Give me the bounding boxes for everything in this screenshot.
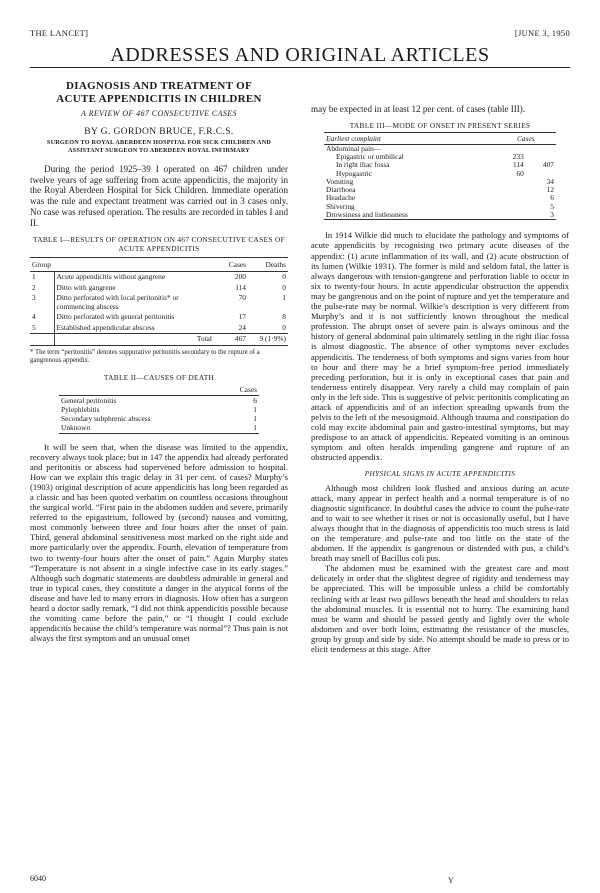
table2-caption: TABLE II—CAUSES OF DEATH [103, 372, 215, 382]
table1-cases: 114 [235, 282, 246, 292]
table-row [30, 323, 288, 334]
table1 [30, 257, 288, 346]
table3-caption: TABLE III—MODE OF ONSET IN PRESENT SERIES [349, 120, 531, 130]
table1-cases: 70 [238, 293, 246, 303]
table3-count: 407 [542, 160, 554, 170]
table3-count [526, 144, 556, 153]
left-paragraph-2: It will be seen that, when the disease was limited to the appendix, recovery always took place; but in 147 the appendix had already perforated and peritonitis or abscess had supervened before admission to hospital. How can we explain this tragic delay in 31 per cent. of cases? Murphy’s (1903) original description of acute appendicitis has long been regarded as a classic and has been quoted verbatim on countless occasions throughout the surgical world. “First pain in the abdomen sudden and severe, primarily referred to the epigastrium, followed by (second) nausea and vomiting, most commonly between three and four hours after the onset of pain. Third, general abdominal sensitiveness most marked on the right side and more particularly over the appendix. Fourth, elevation of temperature from two to twenty-four hours after the onset of pain.” Again Murphy states “Temperature is not absent in a single infective case in its early stages.” Although such dogmatic statements are doubtless admirable in general and true in typical cases, they constitute a danger in the atypical forms of the disease and have led to many errors in diagnosis. How often has a surgeon heard a doctor sadly remark, “I did not think appendicitis possible because the vomiting came before the pain,” or “I thought I could exclude appendicitis because the child’s temperature was normal”? Thus pain is not always the first symptom and an unusual onset [30, 441, 288, 644]
table3-complaint: Shivering [326, 201, 355, 211]
table1-deaths: 0 [282, 272, 286, 282]
table1-total-row [30, 334, 288, 346]
table1-desc: Ditto with gangrene [54, 283, 220, 294]
table2-cause: Unknown [59, 423, 222, 433]
section-banner [30, 43, 570, 68]
table-row [59, 423, 259, 433]
table1-desc: Ditto perforated with general peritonitis [54, 312, 220, 323]
table1-desc: Ditto perforated with local peritonitis* or commencing abscess [54, 293, 220, 312]
table3-count: 3 [526, 211, 556, 220]
table2-count: 1 [253, 404, 257, 414]
article-subtitle: A REVIEW OF 467 CONSECUTIVE CASES [81, 109, 237, 118]
signature-mark: Y [448, 876, 454, 885]
table-row [30, 272, 288, 283]
table2-cause: General peritonitis [61, 395, 117, 405]
table2-count: 1 [253, 414, 257, 424]
table3-sub-count [496, 186, 526, 194]
table1-cases: 17 [238, 312, 246, 322]
table1-header-row [30, 258, 288, 272]
table1-group: 3 [32, 293, 36, 303]
table1-total-deaths: 9 (1·9%) [248, 334, 288, 346]
table-row [59, 395, 259, 405]
table2-cause: Secondary subphrenic abscess [61, 414, 151, 424]
table-row [30, 312, 288, 323]
table3-count: 6 [550, 193, 554, 203]
table3-complaint: In right iliac fossa [336, 160, 390, 170]
table-row [324, 178, 556, 186]
table1-footnote: * The term “peritonitis” denotes suppurative peritonitis secondary to the rupture of a gangrenous appendix. [30, 348, 260, 364]
running-head-left: THE LANCET] [30, 28, 89, 38]
table3-complaint: Epigastric or umbilical [336, 152, 404, 161]
article-title-line2: ACUTE APPENDICITIS IN CHILDREN [56, 93, 262, 105]
table3-complaint: Vomiting [326, 176, 354, 186]
table3-complaint: Abdominal pain— [326, 143, 382, 153]
table1-deaths: 0 [282, 282, 286, 292]
right-paragraph-1: In 1914 Wilkie did much to elucidate the pathology and symptoms of acute appendicitis by recognising two primary acute diseases of the appendix: (1) acute inflammation of its wall, and (2) acute obstruction of its lumen (Wilkie 1931). The former is mild and seldom fatal, the latter is always dangerous with tension-gangrene and perforation liable to occur in six to twenty-four hours. In acute appendicular obstruction the appendix may be gangrenous and on the point of rupture and yet the temperature and the pulse-rate may be normal. Wilkie’s description is very different from Murphy’s and it is not sufficiently known throughout the medical profession. The abrupt onset of severe pain is always ominous and the history of general abdominal pain ultimately settling in the right iliac fossa is almost diagnostic. The absence of other symptoms never excludes appendicitis. The tenderness of both symptoms and signs varies from hour to hour and there may be a brief symptom-free period immediately preceding perforation, but it is only in exceptional cases that pain and tenderness entirely disappear. Very rarely a child may complain of pain only in the left side. This is suggestive of pelvic peritonitis complicating an attack of appendicitis and of an infection spreading upwards from the pelvis to the left of the mesosigmoid. Although trauma and constipation do cold may excite abdominal pain and gastro-intestinal symptoms, but may predispose to an attack of appendicitis. Repeated vomiting is an ominous symptom and often heralds impending gangrene and rupture of an obstructed appendix. [311, 230, 569, 463]
table2-count: 1 [222, 423, 259, 433]
table3-sub-count [496, 203, 526, 211]
table-row [30, 293, 288, 312]
table1-header-group: Group [30, 258, 54, 272]
table-row [324, 186, 556, 194]
table1-group: 2 [32, 282, 36, 292]
article-title-line1: DIAGNOSIS AND TREATMENT OF [66, 80, 252, 92]
table1-deaths: 0 [282, 322, 286, 332]
article-title [30, 80, 288, 106]
table1-deaths: 1 [282, 293, 286, 303]
right-continued-paragraph: may be expected in at least 12 per cent. of cases (table III). [311, 104, 526, 114]
running-head [30, 28, 570, 40]
table1-total-cases: 467 [220, 334, 248, 346]
table3-complaint: Drowsiness and listlessness [324, 211, 496, 220]
table2-header-row [59, 384, 259, 396]
table1-desc: Established appendicular abscess [54, 323, 220, 334]
table3-sub-count [496, 211, 526, 220]
table3-header-row [324, 132, 556, 144]
table3-sub-count: 114 [512, 160, 524, 170]
table3-sub-count [496, 194, 526, 202]
table-row [324, 194, 556, 202]
table3-count: 5 [550, 201, 554, 211]
table2 [59, 384, 259, 434]
section-heading: PHYSICAL SIGNS IN ACUTE APPENDICITIS [364, 469, 516, 478]
table1-total-label: Total [54, 334, 220, 346]
right-paragraph-3: The abdomen must be examined with the greatest care and most delicately in order that the slightest degree of rigidity and tenderness may be appreciated. This will be impossible unless a child be comfortably reclining with at least two pillows beneath the head and shoulders to relax the abdominal muscles. It is essential not to hurry. The examining hand must be warm and should be passed gently and lightly over the whole abdomen and over both loins, estimating the resistance of the muscles, group by group and side by side. No attempt should be made to press or to elicit tenderness at this stage. After [311, 563, 569, 655]
table1-desc: Acute appendicitis without gangrene [54, 272, 220, 283]
table3-header-complaint: Earliest complaint [324, 132, 496, 144]
table1-group: 5 [32, 322, 36, 332]
table-row [324, 211, 556, 220]
running-head-right: [JUNE 3, 1950 [514, 28, 570, 38]
table1-group: 4 [32, 312, 36, 322]
table1-cases: 200 [234, 272, 246, 282]
table1-total-spacer [30, 334, 54, 346]
table-row [59, 414, 259, 423]
table1-deaths: 8 [282, 312, 286, 322]
banner-title: ADDRESSES AND ORIGINAL ARTICLES [110, 44, 490, 66]
left-column [30, 74, 288, 643]
table3-header-cases: Cases [496, 132, 556, 144]
author-affiliation: SURGEON TO ROYAL ABERDEEN HOSPITAL FOR SICK CHILDREN AND ASSISTANT SURGEON TO ABERDEEN ROYAL INFIRMARY [46, 139, 272, 154]
table3-count: 12 [546, 185, 554, 195]
table3-complaint: Diarrhoea [326, 185, 356, 195]
table1-caption: TABLE I—RESULTS OF OPERATION ON 467 CONSECUTIVE CASES OF ACUTE APPENDICITIS [32, 235, 286, 254]
table3-sub-count [496, 178, 526, 186]
table2-header-spacer [59, 384, 222, 396]
table1-cases: 24 [238, 322, 246, 332]
table-row [59, 405, 259, 414]
table3 [324, 132, 556, 221]
right-paragraph-2: Although most children look flushed and anxious during an acute attack, many appear in perfect health and a normal temperature is of no diagnostic significance. In doubtful cases the advice to count the pulse-rate and to wait to see whether it rises or not is occasionally useful, but I have always thought that in the diagnosis of appendicitis too much stress is laid on the temperature and pulse-rate and too little on the state of the abdomen. If the appendix is gangrenous or distended with pus, a child’s breath may smell of Bacillus coli pus. [311, 482, 569, 564]
table-row [324, 170, 556, 178]
table1-group: 1 [32, 272, 36, 282]
table1-header-desc [54, 258, 220, 272]
table3-sub-count: 233 [512, 152, 524, 161]
table3-count: 34 [546, 176, 554, 186]
intro-paragraph: During the period 1925–39 I operated on 467 children under twelve years of age suffering from acute appendicitis, the majority in the Royal Aberdeen Hospital for Sick Children. Immediate operation was the rule and expectant treatment was carried out in 3 cases only. No case was refused operation. The results are recorded in tables I and II. [30, 164, 288, 228]
table3-complaint: Headache [326, 193, 356, 203]
right-column [311, 74, 569, 654]
article-author: BY G. GORDON BRUCE, F.R.C.S. [84, 127, 234, 137]
page-folio: 6040 [30, 874, 46, 883]
table2-cause: Pylephlebitis [61, 404, 100, 414]
table-row [30, 283, 288, 294]
table3-complaint: Hypogastric [336, 168, 373, 178]
table1-header-cases: Cases [220, 258, 248, 272]
table2-header-cases: Cases [222, 384, 259, 396]
table2-count: 6 [253, 395, 257, 405]
table1-header-deaths: Deaths [248, 258, 288, 272]
table3-sub-count: 60 [516, 168, 524, 178]
